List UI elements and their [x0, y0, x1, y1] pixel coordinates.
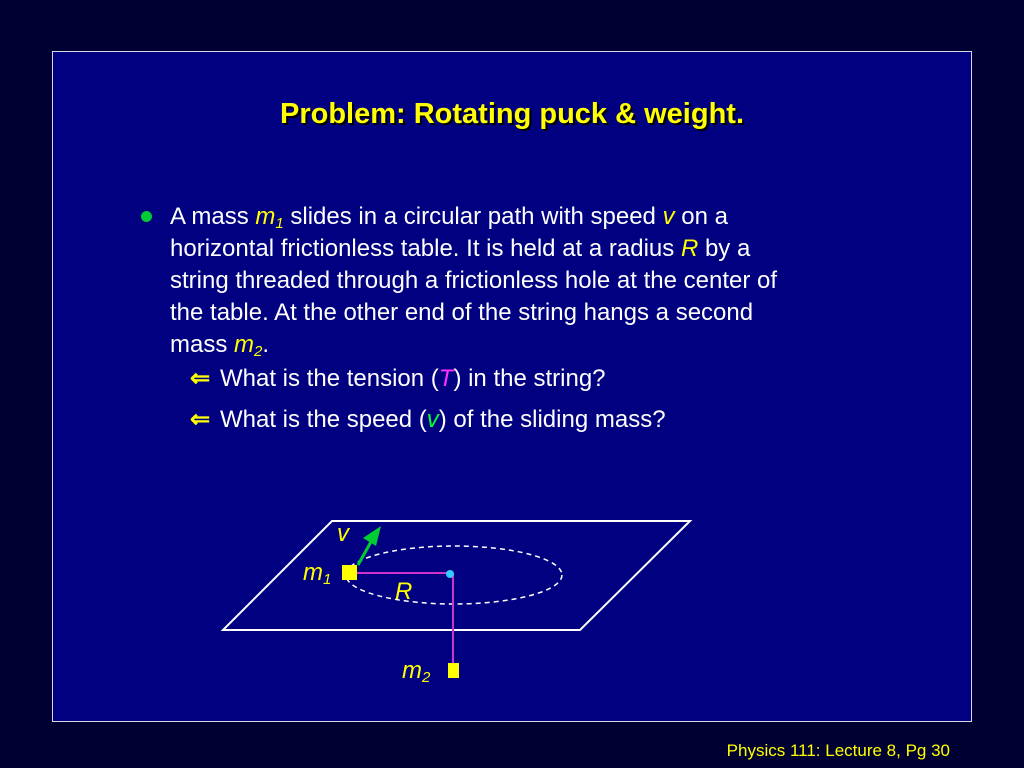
text-span: by a [698, 235, 751, 262]
question-text: What is the speed ( [220, 406, 427, 433]
left-arrow-icon: ⇐ [190, 365, 211, 392]
label-v: v [337, 520, 349, 547]
variable-subscript: 2 [422, 669, 431, 686]
variable-R: R [680, 235, 699, 262]
paragraph-line-3: string threaded through a frictionless hole at the center of [170, 267, 778, 294]
variable-letter: m [255, 203, 276, 230]
text-span: mass [170, 331, 235, 358]
variable-v: v [426, 406, 439, 433]
variable-v: v [662, 203, 675, 230]
text-span: horizontal frictionless table. It is held at a radius [170, 235, 681, 262]
frictionless-table [223, 521, 690, 630]
label-R: R [395, 578, 413, 605]
mass-m1-block [342, 565, 357, 580]
variable-letter: m [402, 657, 422, 684]
left-arrow-icon: ⇐ [190, 406, 211, 433]
question-text: ) of the sliding mass? [438, 406, 666, 433]
mass-m2-block [448, 663, 459, 678]
label-m2 [402, 657, 430, 685]
paragraph-line-4: the table. At the other end of the string hangs a second [170, 299, 754, 326]
text-span: on a [674, 203, 728, 230]
variable-subscript: 2 [254, 343, 263, 360]
text-span: . [262, 331, 270, 358]
label-m1 [303, 559, 331, 587]
velocity-arrow-shaft [358, 540, 372, 565]
variable-T: T [438, 365, 454, 392]
question-text: ) in the string? [453, 365, 606, 392]
center-hole [446, 570, 454, 578]
variable-subscript: 1 [323, 571, 332, 588]
text-span: A mass [170, 203, 256, 230]
slide-title: Problem: Rotating puck & weight. [279, 98, 744, 130]
variable-letter: m [234, 331, 255, 358]
text-span: slides in a circular path with speed [283, 203, 663, 230]
velocity-arrow-head [363, 526, 381, 546]
variable-letter: m [303, 559, 323, 586]
question-text: What is the tension ( [220, 365, 439, 392]
slide-footer: Physics 111: Lecture 8, Pg 30 [726, 741, 950, 760]
variable-subscript: 1 [275, 215, 284, 232]
